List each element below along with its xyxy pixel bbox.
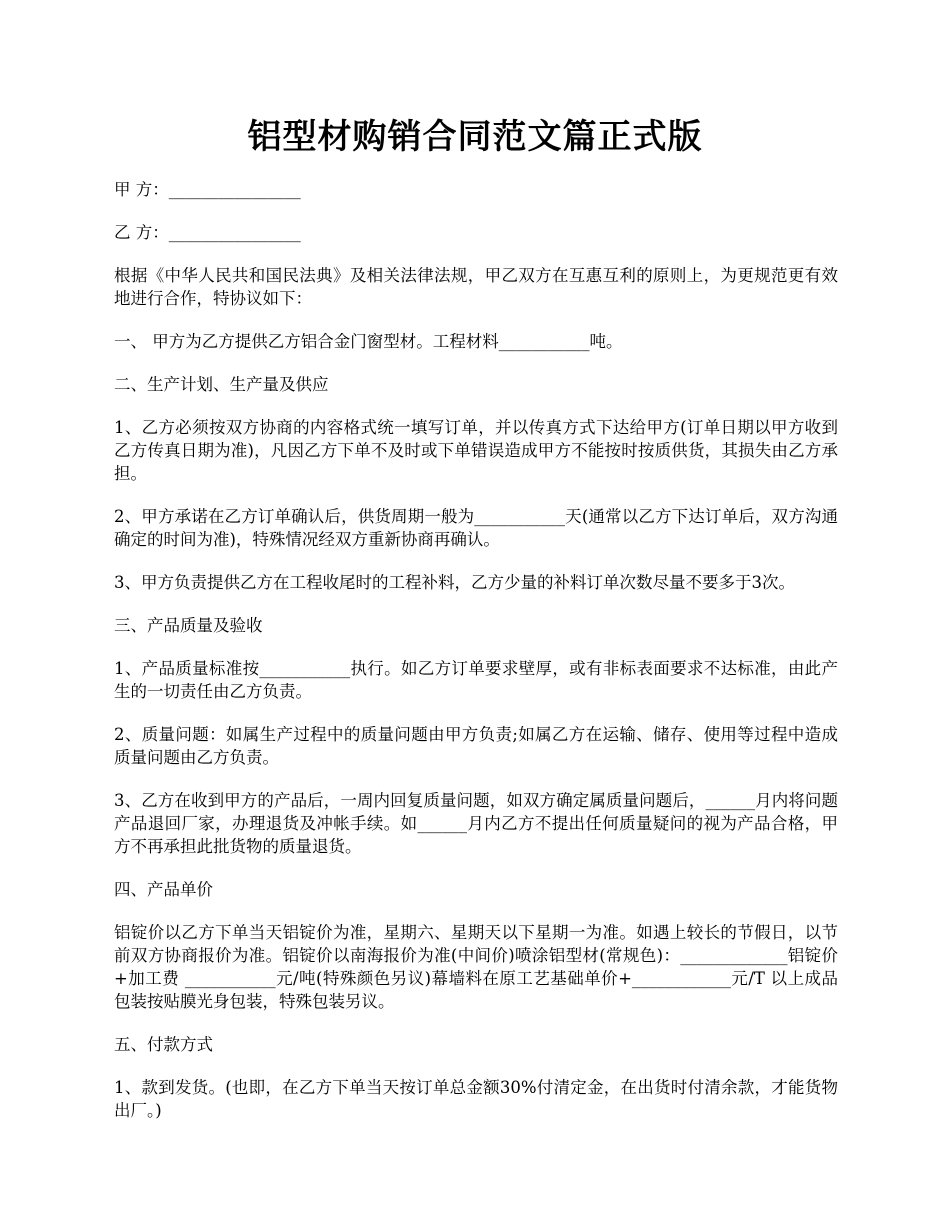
clause-2-2: 2、甲方承诺在乙方订单确认后，供货周期一般为___________天(通常以乙方下达订单后，双方沟通确定的时间为准)，特殊情况经双方重新协商再确认。 [114,507,838,549]
party-b-line: 乙 方：________________ [114,223,301,242]
document-body [114,178,838,1142]
clause-1: 一、 甲方为乙方提供乙方铝合金门窗型材。工程材料___________吨。 [114,332,623,351]
clause-3-3: 3、乙方在收到甲方的产品后，一周内回复质量问题，如双方确定属质量问题后，______月内将问题产品退回厂家，办理退货及冲帐手续。如______月内乙方不提出任何质量疑问的视为产品合格，甲方不再承担此批货物的质量退货。 [114,791,838,856]
document-title: 铝型材购销合同范文篇正式版 [247,117,703,157]
section-heading-4: 四、产品单价 [114,880,213,899]
clause-2-1: 1、乙方必须按双方协商的内容格式统一填写订单，并以传真方式下达给甲方(订单日期以甲方收到乙方传真日期为准)，凡因乙方下单不及时或下单错误造成甲方不能按时按质供货，其损失由乙方承担。 [114,418,838,483]
section-heading-5: 五、付款方式 [114,1035,213,1054]
clause-2-3: 3、甲方负责提供乙方在工程收尾时的工程补料，乙方少量的补料订单次数尽量不要多于3次。 [114,573,795,592]
clause-4-pricing: 铝锭价以乙方下单当天铝锭价为准，星期六、星期天以下星期一为准。如遇上较长的节假日，以节前双方协商报价为准。铝锭价以南海报价为准(中间价)喷涂铝型材(常规色)：_____________铝锭价+加工费 ___________元/吨(特殊颜色另议)幕墙料在原工艺基础单价+____________元/T 以上成品包装按贴膜光身包装，特殊包装另议。 [114,923,838,1011]
section-heading-3: 三、产品质量及验收 [114,616,263,635]
preamble-paragraph: 根据《中华人民共和国民法典》及相关法律法规，甲乙双方在互惠互利的原则上，为更规范更有效地进行合作，特协议如下： [114,266,838,308]
party-a-line: 甲 方：________________ [114,180,301,199]
section-heading-2: 二、生产计划、生产量及供应 [114,375,329,394]
clause-3-2: 2、质量问题：如属生产过程中的质量问题由甲方负责;如属乙方在运输、储存、使用等过程中造成质量问题由乙方负责。 [114,725,838,767]
clause-3-1: 1、产品质量标准按___________执行。如乙方订单要求壁厚，或有非标表面要求不达标准，由此产生的一切责任由乙方负责。 [114,659,838,701]
clause-5-1: 1、款到发货。(也即，在乙方下单当天按订单总金额30%付清定金，在出货时付清余款，才能货物出厂。) [114,1078,838,1120]
